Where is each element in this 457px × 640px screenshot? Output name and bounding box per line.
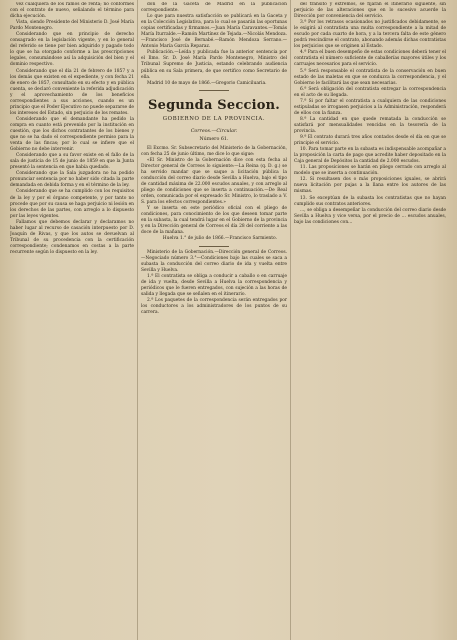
paragraph: Y se inserta en este periódico oficial con el pliego de condiciones, para conocimiento de los que deseen tomar parte en la subasta, la cual tendrá lugar en el Gobierno de la provincia y en la Dirección general de Correos el día 28 del corriente a las doce de la mañana.: [141, 206, 287, 236]
separator-rule: [199, 246, 229, 247]
paragraph: 6.ª Será obligación del contratista entregar la correspondencia en el acto de su llegada.: [294, 86, 446, 98]
paragraph: Considerando que a su favor existe en el fallo de la sala de justicia de 15 de junio de 1859 en que la Junta presentó la sentencia en que había quedado.: [10, 153, 134, 171]
signature: Huelva 1.° de julio de 1866.—Francisco Sarmiento.: [162, 236, 277, 242]
paragraph: 1.ª El contratista se obliga a conducir a caballo o en carruaje de ida y vuelta, desde Sevilla a Huelva la correspondencia y periódicos que le fueren entregados, con sujeción a las horas de salida y llegada que se señalen en el itinerario.: [141, 273, 287, 297]
paragraph: ..., se obliga a desempeñar la conducción del correo diario desde Sevilla a Huelva y vice versa, por el precio de ... escudos anuales, bajo las condiciones con...: [294, 207, 446, 225]
paragraph: «El Sr. Ministro de la Gobernación dice con esta fecha al Director general de Correos lo siguiente:—La Reina (q. D. g.) se ha servido mandar que se saque a licitación pública la conducción del correo diario desde Sevilla a Huelva, bajo el tipo de cantidad máxima de 22.000 escudos anuales, y con arreglo al pliego de condiciones que se inserta a continuación.—De Real orden, comunicada por el expresado Sr. Ministro, lo traslado a V. S. para los efectos correspondientes.»: [141, 157, 287, 206]
paragraph: 3.ª Por los retrasos ocasionados no justificados debidamente, se le exigirá al contratista una multa correspondiente a la mitad de escudo por cada cuarto de hora, y a la tercera falta de este género podrá rescindirse el contrato, abonando además dichas contratistas los perjuicios que se originen al Estado.: [294, 20, 446, 50]
paragraph: 5.ª Será responsable el contratista de la conservación en buen estado de las maletas en que se conduzca la correspondencia, y el Gobierno le facilitará las que sean necesarias.: [294, 68, 446, 86]
paragraph: Vista, siendo Presidente del Ministerio D. José María Pardo Montenegro.: [10, 20, 134, 32]
paragraph: don de la Gaceta de Madrid en la publicación correspondiente.: [141, 2, 287, 14]
paragraph: Ministerio de la Gobernación.—Dirección general de Correos.—Negociado número 3.°—Condiciones bajo las cuales se saca a subasta la conducción del correo diario de ida y vuelta entre Sevilla y Huelva.: [141, 249, 287, 273]
paragraph: 2.ª Los paquetes de la correspondencia serán entregados por los conductores a los administradores de los puntos de su carrera.: [141, 297, 287, 315]
paragraph: 12. Si resultasen dos o más proposiciones iguales, se abrirá nueva licitación por pujas a la llana entre los autores de las mismas.: [294, 177, 446, 195]
circular-number: Número 61.: [199, 136, 229, 142]
paragraph: El Excmo. Sr. Subsecretario del Ministerio de la Gobernación, con fecha 25 de junio último, me dice lo que sigue:: [141, 145, 287, 157]
paragraph: 10. Para tomar parte en la subasta es indispensable acompañar a la proposición la carta de pago que acredite haber depositado en la Caja general de Depósitos la cantidad de 2.000 escudos.: [294, 147, 446, 165]
paragraph: Considerando que se ha cumplido con los requisitos de la ley y por el órgano competente, y por tanto no procede que por su causa se haga perjuicio ni lesión en los derechos de las partes, con arreglo a lo dispuesto por las leyes vigentes.: [10, 189, 134, 219]
paragraph: 4.ª Para el buen desempeño de estas condiciones deberá tener el contratista el número suficiente de caballerías mayores útiles y los carruajes necesarios para el servicio.: [294, 50, 446, 68]
paragraph: Madrid 10 de mayo de 1866.—Gregorio Camiciluaria.: [147, 80, 267, 86]
column-middle: [141, 2, 287, 640]
paragraph: Lo que para nuestra satisfacción se publicará en la Gaceta y en la Colección Legislativa, para lo cual se pasarán las oportunas copias certificadas y firmamos.—Juan María Caravantes.—Tomás María Iturralde.—Ramón Martínez de Tejada.—Nicolás Mendoza.—Francisco José de Bernabé.—Ramón Mendoza Serrano.—Antonio María García Reparaz.: [141, 14, 287, 50]
paragraph: vez cualquiera de los ramos de renta; no conformes con el contrato de nuevo, señalando el término para dicha ejecución.: [10, 2, 134, 20]
paragraph: Considerando que la Sala juzgadora no ha podido pronunciar sentencia por no haber sido citada la parte demandada en debida forma y en el término de la ley.: [10, 171, 134, 189]
paragraph: 9.ª El contrato durará tres años contados desde el día en que se principie el servicio.: [294, 135, 446, 147]
column-right: [294, 2, 446, 640]
column-rule: [137, 0, 138, 640]
paragraph: Publicación.—Leída y publicada fue la anterior sentencia por el Ilmo. Sr. D. José María Pardo Montenegro, Ministro del Tribunal Supremo de Justicia, estando celebrando audiencia pública en su Sala primera, de que certifico como Secretario de ella.: [141, 50, 287, 80]
paragraph: 13. Se exceptúan de la subasta los contratistas que no hayan cumplido sus contratos anteriores.: [294, 195, 446, 207]
separator-rule: [199, 90, 229, 91]
section-title: Segunda Seccion.: [148, 97, 280, 113]
paragraph: Considerando que el día 21 de febrero de 1857 y a los demás que existen en el expediente, y con fecha 21 de enero de 1857, consultado en su efecto y en pública cuenta, se declaró conveniente la referida adjudicación y el aprovechamiento de los beneficios correspondientes a sus acciones, cuando es un principio que el Poder Ejecutivo no puede separarse de los intereses del Estado, sin perjuicio de los remates.: [10, 68, 134, 116]
circular-title: Correos.—Circular.: [190, 128, 238, 134]
column-left: [10, 2, 134, 640]
column-rule: [290, 0, 291, 640]
paragraph: Considerando que en principio de derecho consagrado en la legislación vigente, y en lo general del referido se tiene por bien adquirido y pagado todo lo que se ha otorgado conforme a las prescripciones legales, consumándose así la adquisición del bien y el dominio respectivo.: [10, 32, 134, 68]
section-subtitle: GOBIERNO DE LA PROVINCIA.: [162, 115, 266, 122]
paragraph: del tránsito y extremos, se fijarán el itinerario siguiente, sin perjuicio de las alteraciones que en lo sucesivo acuerde la Dirección por conveniencia del servicio.: [294, 2, 446, 20]
paragraph: 8.ª La cantidad en que quede rematada la conducción se satisfará por mensualidades vencidas en la tesorería de la provincia.: [294, 116, 446, 134]
paragraph: Fallamos que debemos declarar y declaramos no haber lugar al recurso de casación interpuesto por D. Joaquín de Rivas, y que los autos se devuelvan al Tribunal de su procedencia con la certificación correspondiente; condenamos en costas a la parte recurrente según lo dispuesto en la ley.: [10, 219, 134, 255]
paragraph: Considerando que el demandante ha pedido la compra en cuanto está prevenido por la institución en cuestión, que los dichos contratantes de los bienes y que no se ha dado el correspondiente permiso para la venta de las fincas; por lo cual se infiere que el Gobierno no debe intervenir.: [10, 116, 134, 153]
paragraph: 11. Las proposiciones se harán en pliego cerrado con arreglo al modelo que se inserta a continuación.: [294, 165, 446, 177]
paragraph: 7.ª Si por faltar el contratista a cualquiera de las condiciones estipuladas se irrogasen perjuicios a la Administración, responderá de ellos con la fianza.: [294, 98, 446, 116]
